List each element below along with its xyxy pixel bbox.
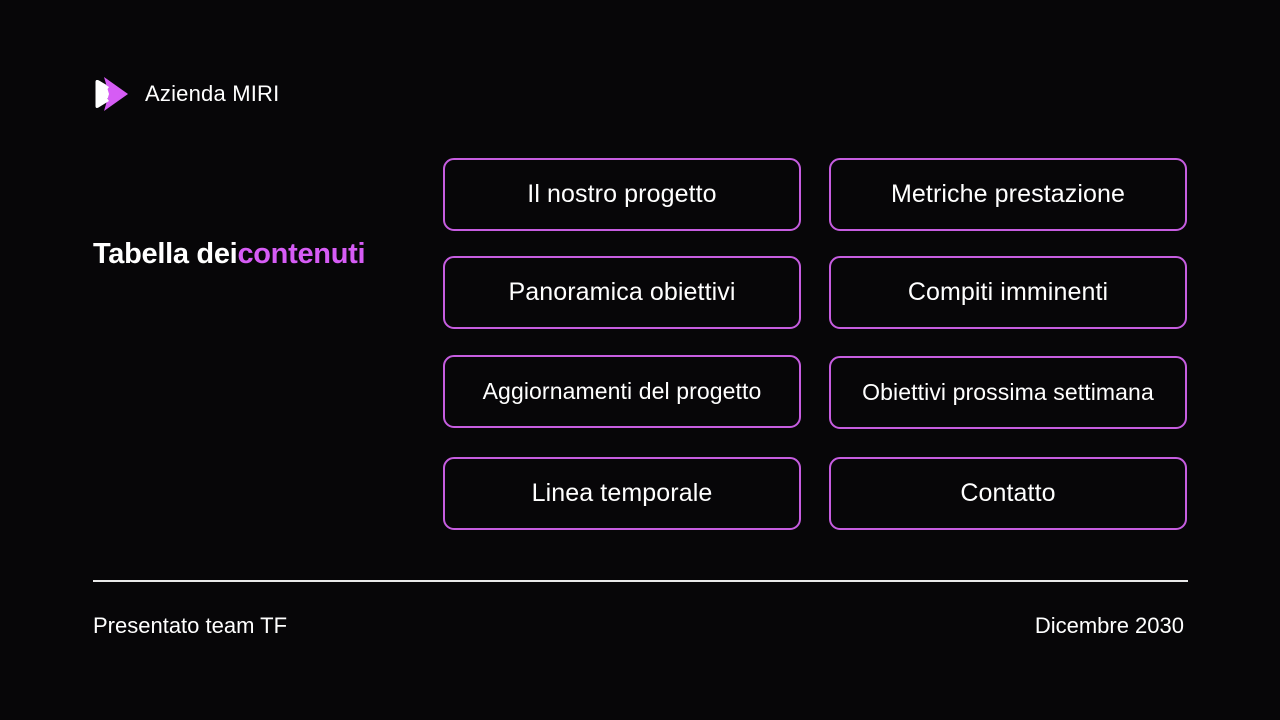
footer-divider (93, 580, 1188, 582)
page-title (93, 238, 365, 271)
toc-item-aggiornamenti-del-progetto[interactable]: Aggiornamenti del progetto (443, 355, 801, 428)
company-name: Azienda MIRI (145, 81, 280, 106)
toc-item-il-nostro-progetto[interactable]: Il nostro progetto (443, 158, 801, 231)
toc-item-contatto[interactable]: Contatto (829, 457, 1187, 530)
title-plain: Tabella dei (93, 238, 238, 270)
toc-item-compiti-imminenti[interactable]: Compiti imminenti (829, 256, 1187, 329)
brand (92, 74, 279, 114)
date-label: Dicembre 2030 (1034, 613, 1184, 638)
toc-item-panoramica-obiettivi[interactable]: Panoramica obiettivi (443, 256, 801, 329)
play-chevron-icon (92, 74, 132, 114)
toc-item-linea-temporale[interactable]: Linea temporale (443, 457, 801, 530)
toc-item-obiettivi-prossima-settimana[interactable]: Obiettivi prossima settimana (829, 356, 1187, 429)
title-accent: contenuti (237, 238, 366, 270)
presenter-label: Presentato team TF (93, 613, 288, 638)
toc-item-metriche-prestazione[interactable]: Metriche prestazione (829, 158, 1187, 231)
